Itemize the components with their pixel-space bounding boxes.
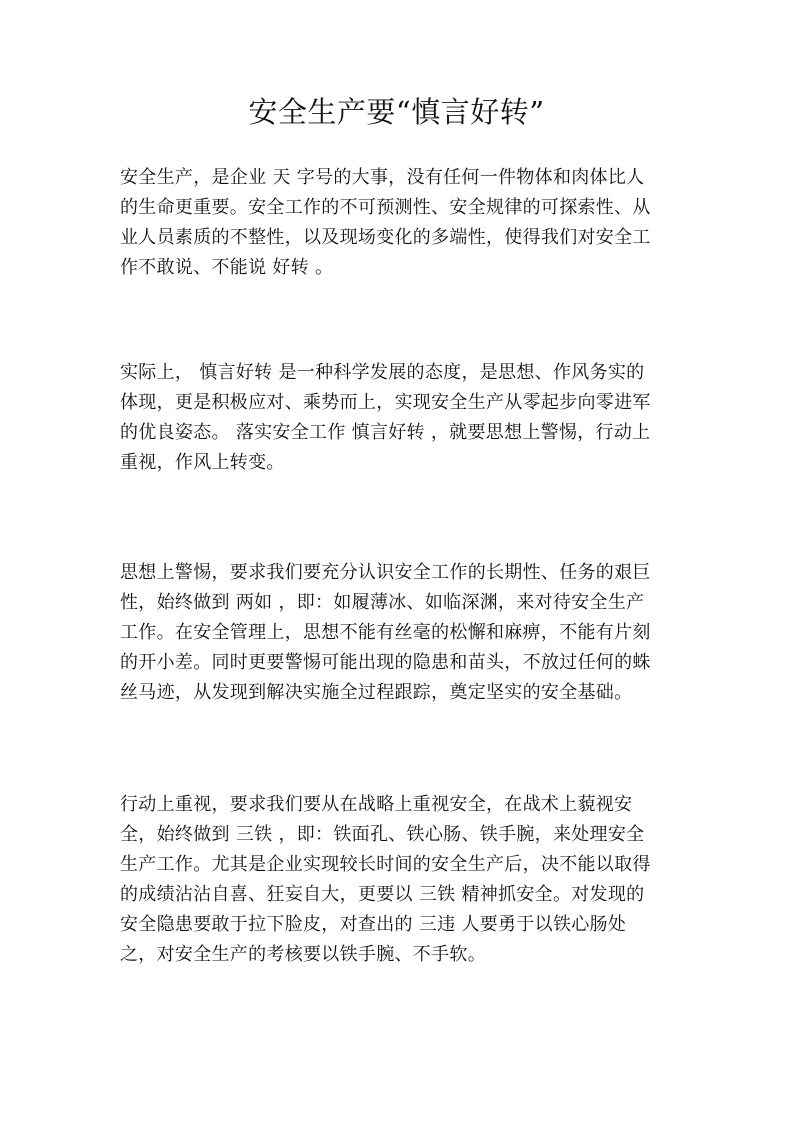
document-title: 安全生产要“慎言好转” <box>248 95 545 129</box>
paragraph-line: 的成绩沾沾自喜、狂妄自大，更要以 三铁 精神抓安全。对发现的 <box>120 884 645 905</box>
paragraph-line: 重视，作风上转变。 <box>120 452 285 473</box>
paragraph-line: 全，始终做到 三铁 ，即：铁面孔、铁心肠、铁手腕，来处理安全 <box>120 824 645 845</box>
paragraph-line: 生产工作。尤其是企业实现较长时间的安全生产后，决不能以取得 <box>120 854 651 875</box>
paragraph-line: 业人员素质的不整性，以及现场变化的多端性，使得我们对安全工 <box>120 227 651 248</box>
paragraph-line: 安全隐患要敢于拉下脸皮，对查出的 三违 人要勇于以铁心肠处 <box>120 914 627 935</box>
paragraph-line: 工作。在安全管理上，思想不能有丝毫的松懈和麻痹，不能有片刻 <box>120 622 651 643</box>
paragraph-line: 安全生产，是企业 天 字号的大事，没有任何一件物体和肉体比人 <box>120 167 645 188</box>
paragraph-line: 的优良姿态。 落实安全工作 慎言好转 ，就要思想上警惕，行动上 <box>120 422 651 443</box>
paragraph-3 <box>120 558 676 708</box>
paragraph-2 <box>120 358 676 478</box>
paragraph-1 <box>120 163 676 283</box>
paragraph-line: 体现，更是积极应对、乘势而上，实现安全生产从零起步向零进军 <box>120 392 651 413</box>
paragraph-line: 作不敢说、不能说 好转 。 <box>120 257 334 278</box>
paragraph-line: 行动上重视，要求我们要从在战略上重视安全，在战术上藐视安 <box>120 794 633 815</box>
paragraph-line: 丝马迹，从发现到解决实施全过程跟踪，奠定坚实的安全基础。 <box>120 682 633 703</box>
paragraph-line: 之，对安全生产的考核要以铁手腕、不手软。 <box>120 944 486 965</box>
paragraph-line: 的生命更重要。安全工作的不可预测性、安全规律的可探索性、从 <box>120 197 651 218</box>
paragraph-4 <box>120 790 676 970</box>
paragraph-line: 性，始终做到 两如 ，即：如履薄冰、如临深渊，来对待安全生产 <box>120 592 645 613</box>
paragraph-line: 思想上警惕，要求我们要充分认识安全工作的长期性、任务的艰巨 <box>120 562 651 583</box>
paragraph-line: 实际上， 慎言好转 是一种科学发展的态度，是思想、作风务实的 <box>120 362 645 383</box>
paragraph-line: 的开小差。同时更要警惕可能出现的隐患和苗头，不放过任何的蛛 <box>120 652 651 673</box>
